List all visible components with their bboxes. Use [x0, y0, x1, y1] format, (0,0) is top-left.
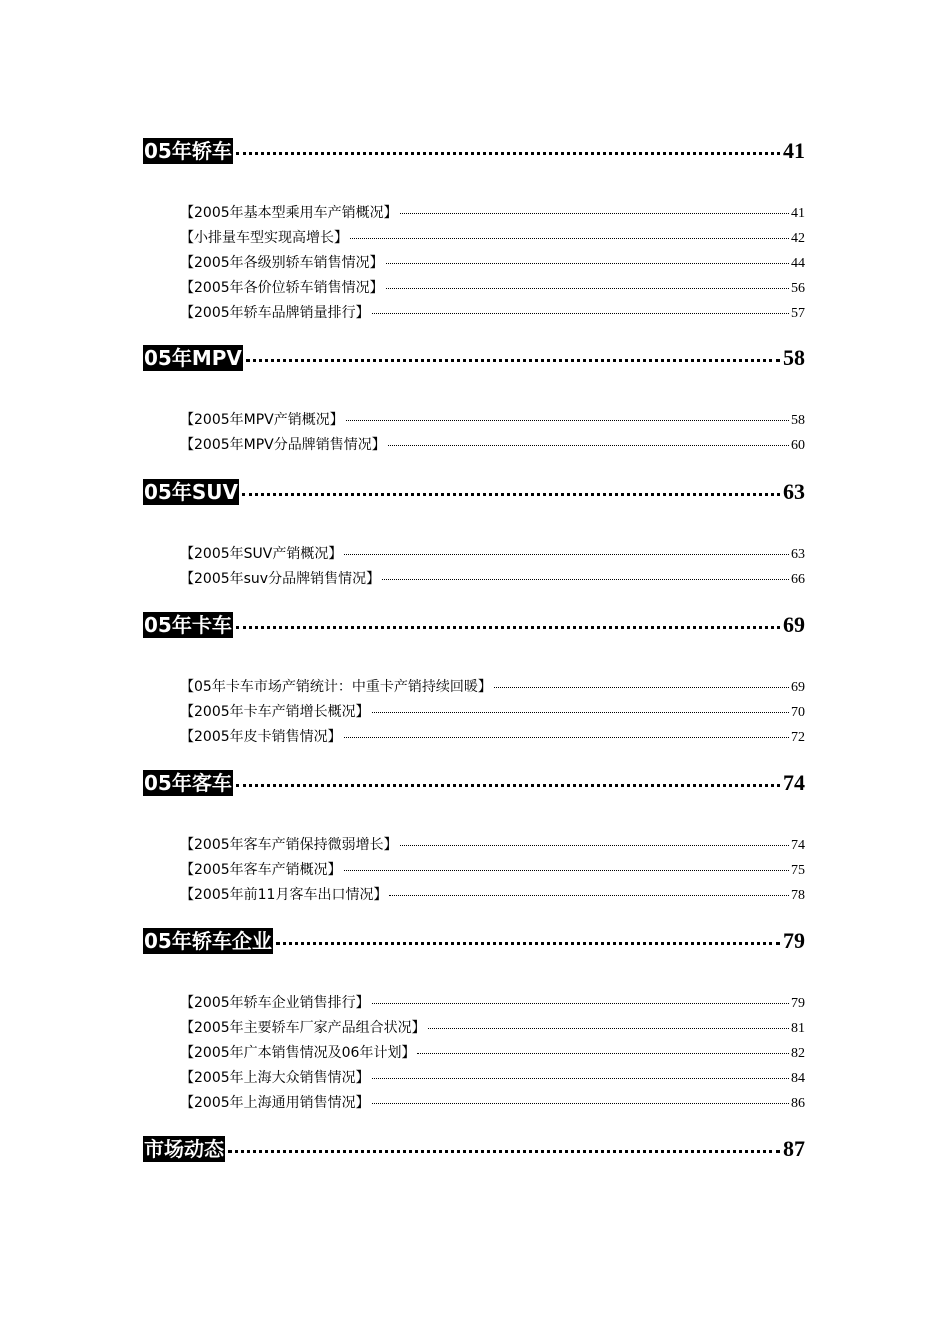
- toc-entry[interactable]: [180, 676, 805, 696]
- entry-page-number: 57: [791, 306, 805, 321]
- toc-entry[interactable]: [180, 701, 805, 721]
- entry-page-number: 74: [791, 838, 805, 853]
- dot-leader: [246, 359, 780, 362]
- entry-title: 【2005年前11月客车出口情况】: [180, 887, 388, 903]
- section-title: 05年MPV: [144, 346, 242, 370]
- toc-entry[interactable]: [180, 568, 805, 588]
- toc-section-heading[interactable]: [143, 1136, 805, 1162]
- entry-page-number: 42: [791, 231, 805, 246]
- section-title: 05年卡车: [144, 613, 232, 637]
- entry-title: 【2005年各级别轿车销售情况】: [180, 255, 384, 271]
- toc-entry[interactable]: [180, 302, 805, 322]
- section-title: 05年客车: [144, 771, 232, 795]
- dot-leader: [228, 1150, 780, 1153]
- dot-leader: [236, 626, 780, 629]
- dot-leader: [372, 1003, 789, 1004]
- entry-page-number: 81: [791, 1021, 805, 1036]
- dot-leader: [372, 712, 789, 713]
- dot-leader: [236, 784, 780, 787]
- entry-title: 【05年卡车市场产销统计：中重卡产销持续回暖】: [180, 679, 492, 695]
- entry-page-number: 41: [791, 206, 805, 221]
- toc-entry[interactable]: [180, 1042, 805, 1062]
- dot-leader: [372, 1078, 789, 1079]
- entry-page-number: 60: [791, 438, 805, 453]
- toc-entry[interactable]: [180, 543, 805, 563]
- entry-title: 【2005年广本销售情况及06年计划】: [180, 1045, 416, 1061]
- entry-page-number: 75: [791, 863, 805, 878]
- toc-entry[interactable]: [180, 277, 805, 297]
- entry-page-number: 72: [791, 730, 805, 745]
- toc-entry[interactable]: [180, 409, 805, 429]
- entry-title: 【2005年客车产销保持微弱增长】: [180, 837, 398, 853]
- toc-entry[interactable]: [180, 434, 805, 454]
- section-page-number: 63: [783, 479, 805, 504]
- entry-title: 【2005年轿车品牌销量排行】: [180, 305, 370, 321]
- section-title: 05年轿车: [144, 139, 232, 163]
- section-title: 05年SUV: [144, 480, 238, 504]
- entry-page-number: 82: [791, 1046, 805, 1061]
- entry-title: 【2005年MPV产销概况】: [180, 412, 344, 428]
- dot-leader: [276, 942, 780, 945]
- entry-page-number: 86: [791, 1096, 805, 1111]
- entry-title: 【2005年主要轿车厂家产品组合状况】: [180, 1020, 426, 1036]
- toc-entry[interactable]: [180, 834, 805, 854]
- toc-entry[interactable]: [180, 1067, 805, 1087]
- dot-leader: [386, 263, 789, 264]
- entry-title: 【2005年MPV分品牌销售情况】: [180, 437, 386, 453]
- toc-entry[interactable]: [180, 1017, 805, 1037]
- toc-section-heading[interactable]: [143, 928, 805, 954]
- toc-section-heading[interactable]: [143, 138, 805, 164]
- toc-entry[interactable]: [180, 227, 805, 247]
- dot-leader: [494, 687, 789, 688]
- toc-entry[interactable]: [180, 202, 805, 222]
- section-page-number: 58: [783, 345, 805, 370]
- entry-page-number: 66: [791, 572, 805, 587]
- section-title: 市场动态: [144, 1137, 224, 1161]
- entry-title: 【2005年基本型乘用车产销概况】: [180, 205, 398, 221]
- toc-entry[interactable]: [180, 252, 805, 272]
- entry-title: 【2005年suv分品牌销售情况】: [180, 571, 381, 587]
- dot-leader: [372, 313, 789, 314]
- dot-leader: [350, 238, 789, 239]
- dot-leader: [344, 737, 789, 738]
- dot-leader: [400, 213, 789, 214]
- dot-leader: [344, 870, 789, 871]
- toc-entry[interactable]: [180, 859, 805, 879]
- entry-title: 【2005年轿车企业销售排行】: [180, 995, 370, 1011]
- dot-leader: [388, 445, 789, 446]
- entry-title: 【2005年各价位轿车销售情况】: [180, 280, 384, 296]
- section-page-number: 41: [783, 138, 805, 163]
- dot-leader: [382, 579, 789, 580]
- section-page-number: 74: [783, 770, 805, 795]
- dot-leader: [242, 493, 780, 496]
- entry-title: 【2005年卡车产销增长概况】: [180, 704, 370, 720]
- entry-title: 【小排量车型实现高增长】: [180, 230, 348, 246]
- section-title: 05年轿车企业: [144, 929, 272, 953]
- section-page-number: 79: [783, 928, 805, 953]
- entry-title: 【2005年客车产销概况】: [180, 862, 342, 878]
- dot-leader: [400, 845, 789, 846]
- entry-page-number: 70: [791, 705, 805, 720]
- toc-section-heading[interactable]: [143, 770, 805, 796]
- section-page-number: 87: [783, 1136, 805, 1161]
- entry-title: 【2005年上海大众销售情况】: [180, 1070, 370, 1086]
- entry-title: 【2005年皮卡销售情况】: [180, 729, 342, 745]
- dot-leader: [236, 152, 780, 155]
- entry-page-number: 44: [791, 256, 805, 271]
- section-page-number: 69: [783, 612, 805, 637]
- toc-entry[interactable]: [180, 726, 805, 746]
- toc-section-heading[interactable]: [143, 612, 805, 638]
- entry-title: 【2005年SUV产销概况】: [180, 546, 343, 562]
- toc-section-heading[interactable]: [143, 345, 805, 371]
- entry-page-number: 84: [791, 1071, 805, 1086]
- dot-leader: [389, 895, 789, 896]
- dot-leader: [372, 1103, 789, 1104]
- dot-leader: [428, 1028, 789, 1029]
- dot-leader: [417, 1053, 789, 1054]
- entry-page-number: 58: [791, 413, 805, 428]
- toc-entry[interactable]: [180, 884, 805, 904]
- toc-entry[interactable]: [180, 1092, 805, 1112]
- toc-section-heading[interactable]: [143, 479, 805, 505]
- entry-page-number: 56: [791, 281, 805, 296]
- dot-leader: [346, 420, 789, 421]
- toc-entry[interactable]: [180, 992, 805, 1012]
- entry-page-number: 78: [791, 888, 805, 903]
- entry-title: 【2005年上海通用销售情况】: [180, 1095, 370, 1111]
- dot-leader: [344, 554, 789, 555]
- entry-page-number: 79: [791, 996, 805, 1011]
- entry-page-number: 63: [791, 547, 805, 562]
- entry-page-number: 69: [791, 680, 805, 695]
- dot-leader: [386, 288, 789, 289]
